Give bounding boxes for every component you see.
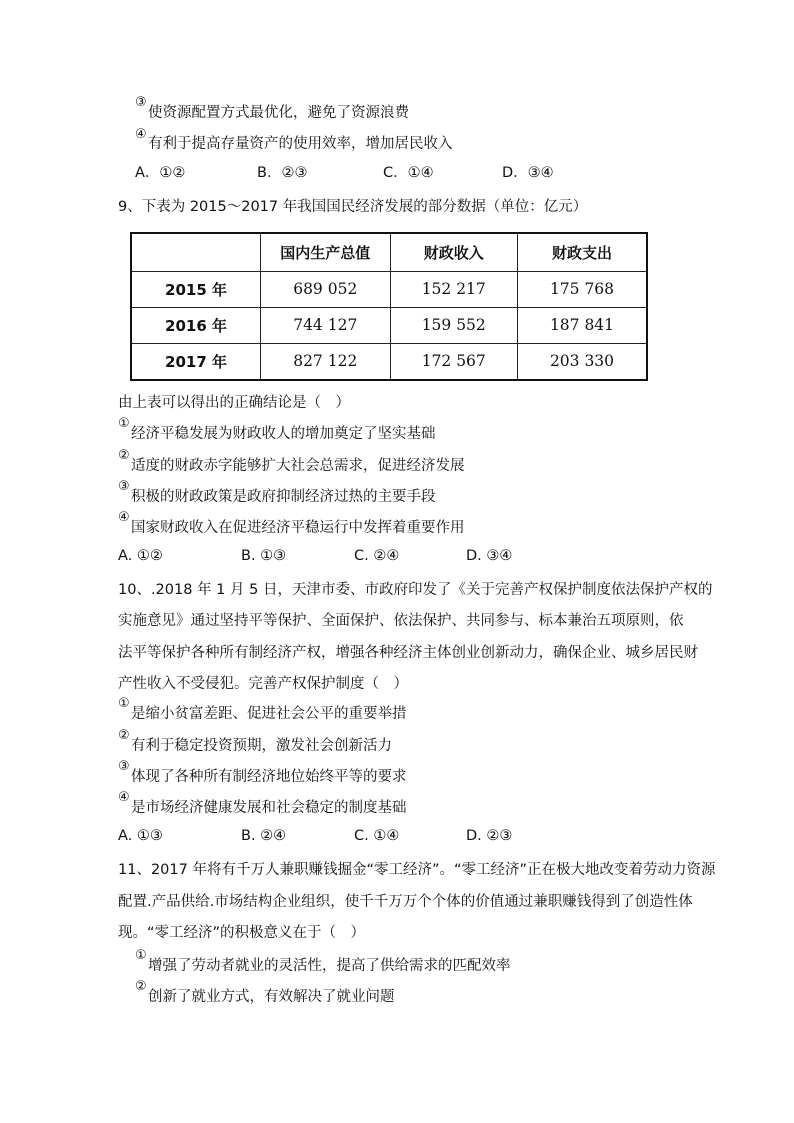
table-header-cell: 国内生产总值 <box>261 233 390 271</box>
q8-option-b: B．②③ <box>257 165 308 181</box>
q11-stem-line-3: 现。“零工经济”的积极意义在于（ ） <box>118 925 366 941</box>
q8-item-3: 使资源配置方式最优化，避免了资源浪费 <box>148 105 409 121</box>
table-cell-year: 2015 年 <box>131 271 261 307</box>
table-row <box>131 343 647 380</box>
q11-stem-line-1: 11、2017 年将有千万人兼职赚钱掘金“零工经济”。“零工经济”正在极大地改变着劳动力资源 <box>118 862 716 878</box>
item-number-1: ① <box>118 696 130 711</box>
item-number-2: ② <box>135 979 147 994</box>
q8-option-a: A．①② <box>135 165 186 181</box>
item-number-4: ④ <box>118 790 130 805</box>
q10-option-d: D. ②③ <box>466 828 513 844</box>
item-number-4: ④ <box>135 127 147 142</box>
table-cell: 152 217 <box>390 271 517 307</box>
q8-option-c: C．①④ <box>383 165 434 181</box>
item-number-3: ③ <box>118 759 130 774</box>
item-number-3: ③ <box>118 479 130 494</box>
item-number-4: ④ <box>118 510 130 525</box>
q10-stem-line-4: 产性收入不受侵犯。完善产权保护制度（ ） <box>118 676 408 692</box>
item-number-2: ② <box>118 728 130 743</box>
q10-stem-line-2: 实施意见》通过坚持平等保护、全面保护、依法保护、共同参与、标本兼治五项原则，依 <box>118 613 684 629</box>
q9-option-b: B. ①③ <box>241 548 287 564</box>
q10-stem-line-3: 法平等保护各种所有制经济产权，增强各种经济主体创业创新动力，确保企业、城乡居民财 <box>118 645 698 661</box>
q9-option-c: C. ②④ <box>354 548 400 564</box>
table-cell-year: 2016 年 <box>131 307 261 343</box>
table-row <box>131 307 647 343</box>
table-row <box>131 271 647 307</box>
table-cell: 187 841 <box>517 307 647 343</box>
q11-item-2: 创新了就业方式，有效解决了就业问题 <box>148 989 395 1005</box>
q10-item-2: 有利于稳定投资预期，激发社会创新活力 <box>131 738 392 754</box>
q10-option-c: C. ①④ <box>354 828 400 844</box>
q9-item-2: 适度的财政赤字能够扩大社会总需求，促进经济发展 <box>131 458 465 474</box>
table-header-cell: 财政收入 <box>390 233 517 271</box>
item-number-1: ① <box>118 416 130 431</box>
q11-stem-line-2: 配置.产品供给.市场结构企业组织，使千千万万个个体的价值通过兼职赚钱得到了创造性体 <box>118 894 693 910</box>
table-cell: 689 052 <box>261 271 390 307</box>
table-cell: 175 768 <box>517 271 647 307</box>
q9-option-a: A. ①② <box>118 548 163 564</box>
table-cell: 203 330 <box>517 343 647 380</box>
q9-item-1: 经济平稳发展为财政收人的增加奠定了坚实基础 <box>131 426 436 442</box>
economic-data-table <box>130 232 648 381</box>
q10-stem-line-1: 10、.2018 年 1 月 5 日，天津市委、市政府印发了《关于完善产权保护制度依法保护产权的 <box>118 582 713 598</box>
table-header-cell: 财政支出 <box>517 233 647 271</box>
item-number-3: ③ <box>135 95 147 110</box>
q10-item-1: 是缩小贫富差距、促进社会公平的重要举措 <box>131 706 407 722</box>
q11-item-1: 增强了劳动者就业的灵活性，提高了供给需求的匹配效率 <box>148 958 511 974</box>
q9-stem: 9、下表为 2015～2017 年我国国民经济发展的部分数据（单位：亿元） <box>118 199 588 215</box>
q10-item-4: 是市场经济健康发展和社会稳定的制度基础 <box>131 800 407 816</box>
q9-prompt: 由上表可以得出的正确结论是（ ） <box>118 395 350 411</box>
q9-option-d: D. ③④ <box>466 548 513 564</box>
table-cell: 172 567 <box>390 343 517 380</box>
item-number-2: ② <box>118 448 130 463</box>
q8-item-4: 有利于提高存量资产的使用效率，增加居民收入 <box>148 136 453 152</box>
item-number-1: ① <box>135 948 147 963</box>
table-cell: 159 552 <box>390 307 517 343</box>
table-cell-year: 2017 年 <box>131 343 261 380</box>
q10-option-a: A. ①③ <box>118 828 163 844</box>
q9-item-3: 积极的财政政策是政府抑制经济过热的主要手段 <box>131 489 436 505</box>
table-header-row <box>131 233 647 271</box>
table-cell: 744 127 <box>261 307 390 343</box>
q10-option-b: B. ②④ <box>241 828 287 844</box>
q9-item-4: 国家财政收入在促进经济平稳运行中发挥着重要作用 <box>131 520 465 536</box>
q10-item-3: 体现了各种所有制经济地位始终平等的要求 <box>131 769 407 785</box>
table-header-cell <box>131 233 261 271</box>
table-cell: 827 122 <box>261 343 390 380</box>
q8-option-d: D．③④ <box>502 165 554 181</box>
